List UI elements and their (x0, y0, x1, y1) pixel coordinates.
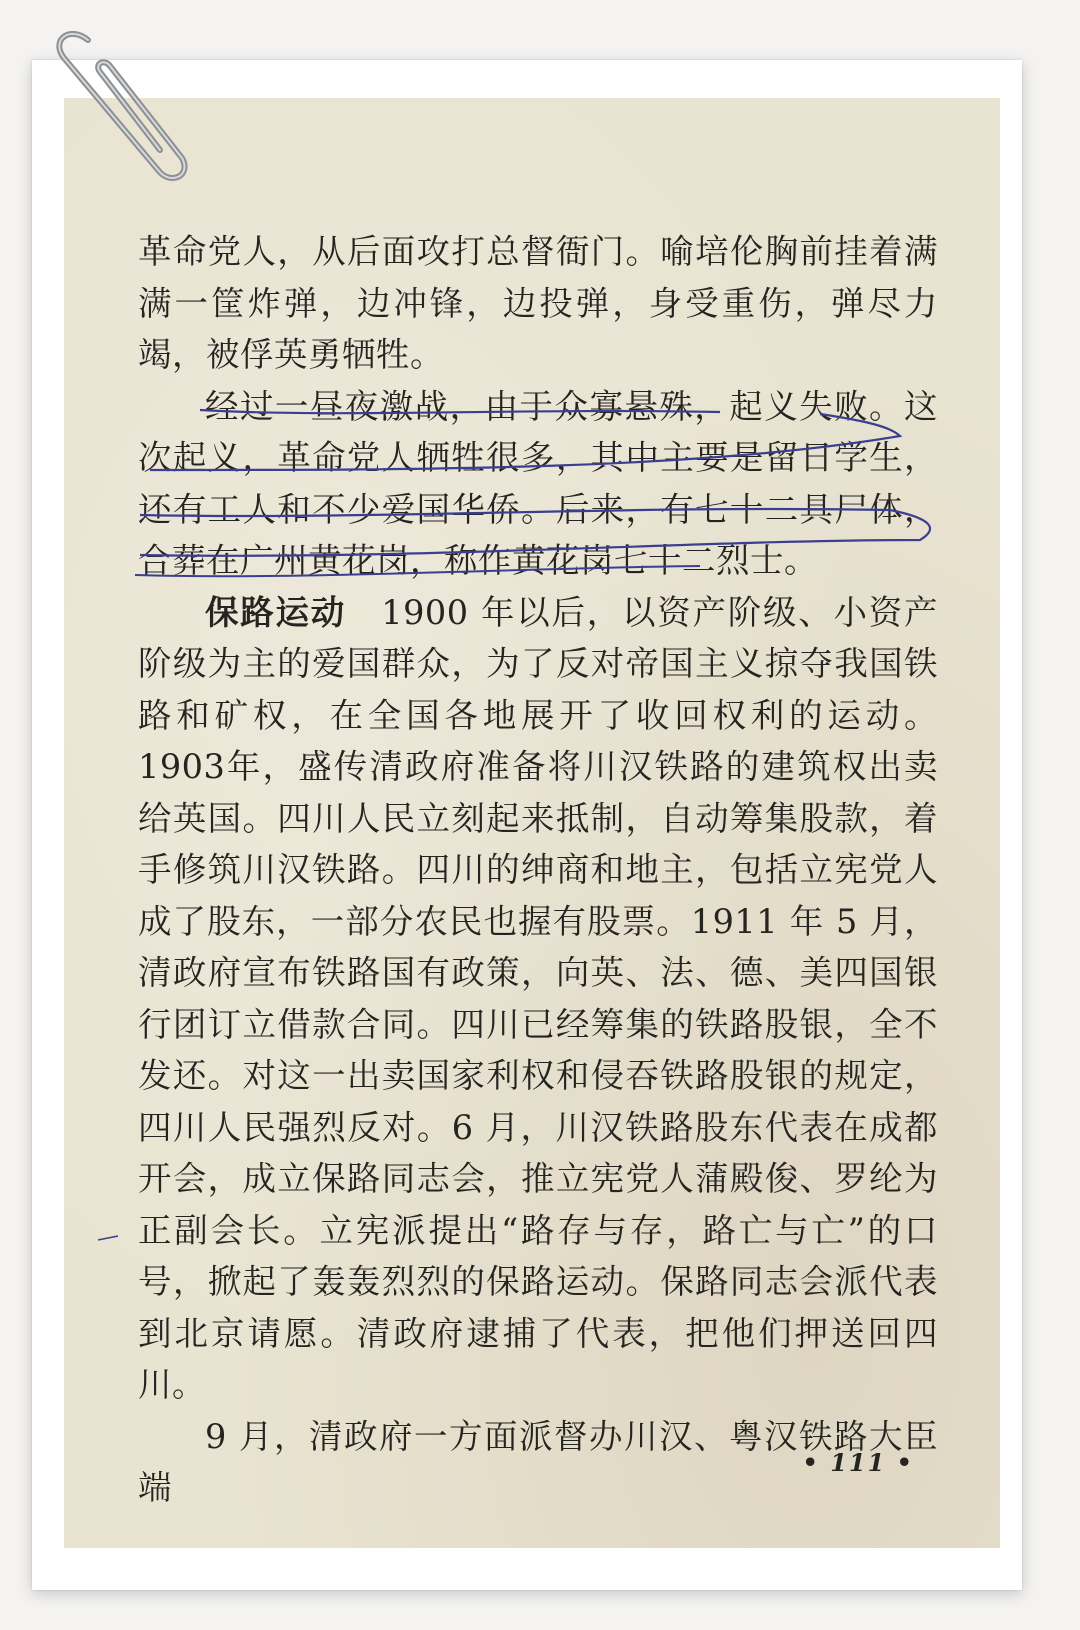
paragraph-4: 9 月，清政府一方面派督办川汉、粤汉铁路大臣端 (138, 1416, 938, 1507)
book-page (64, 98, 1000, 1548)
paragraph-2: 经过一昼夜激战，由于众寡悬殊，起义失败。这次起义，革命党人牺牲很多，其中主要是留日学生，还有工人和不少爱国华侨。后来，有七十二具尸体，合葬在广州黄花岗，称作黄花岗七十二烈士。 (138, 386, 938, 580)
paperclip-icon (30, 0, 200, 200)
page-number: • 111 • (802, 1448, 914, 1477)
body-text (138, 226, 938, 1514)
paragraph-3 (138, 587, 938, 1411)
paragraph-1: 革命党人，从后面攻打总督衙门。喻培伦胸前挂着满满一筐炸弹，边冲锋，边投弹，身受重伤，弹尽力竭，被俘英勇牺牲。 (138, 232, 938, 374)
section-heading: 保路运动 (205, 592, 347, 632)
paragraph-3-text: 1900 年以后，以资产阶级、小资产阶级为主的爱国群众，为了反对帝国主义掠夺我国铁路和矿权，在全国各地展开了收回权利的运动。1903年，盛传清政府准备将川汉铁路的建筑权出卖给英国。四川人民立刻起来抵制，自动筹集股款，着手修筑川汉铁路。四川的绅商和地主，包括立宪党人成了股东，一部分农民也握有股票。1911 年 5 月，清政府宣布铁路国有政策，向英、法、德、美四国银行团订立借款合同。四川已经筹集的铁路股银，全不发还。对这一出卖国家利权和侵吞铁路股银的规定，四川人民强烈反对。6 月，川汉铁路股东代表在成都开会，成立保路同志会，推立宪党人蒲殿俊、罗纶为正副会长。立宪派提出“路存与存，路亡与亡”的口号，掀起了轰轰烈烈的保路运动。保路同志会派代表到北京请愿。清政府逮捕了代表，把他们押送回四川。 (138, 592, 939, 1404)
